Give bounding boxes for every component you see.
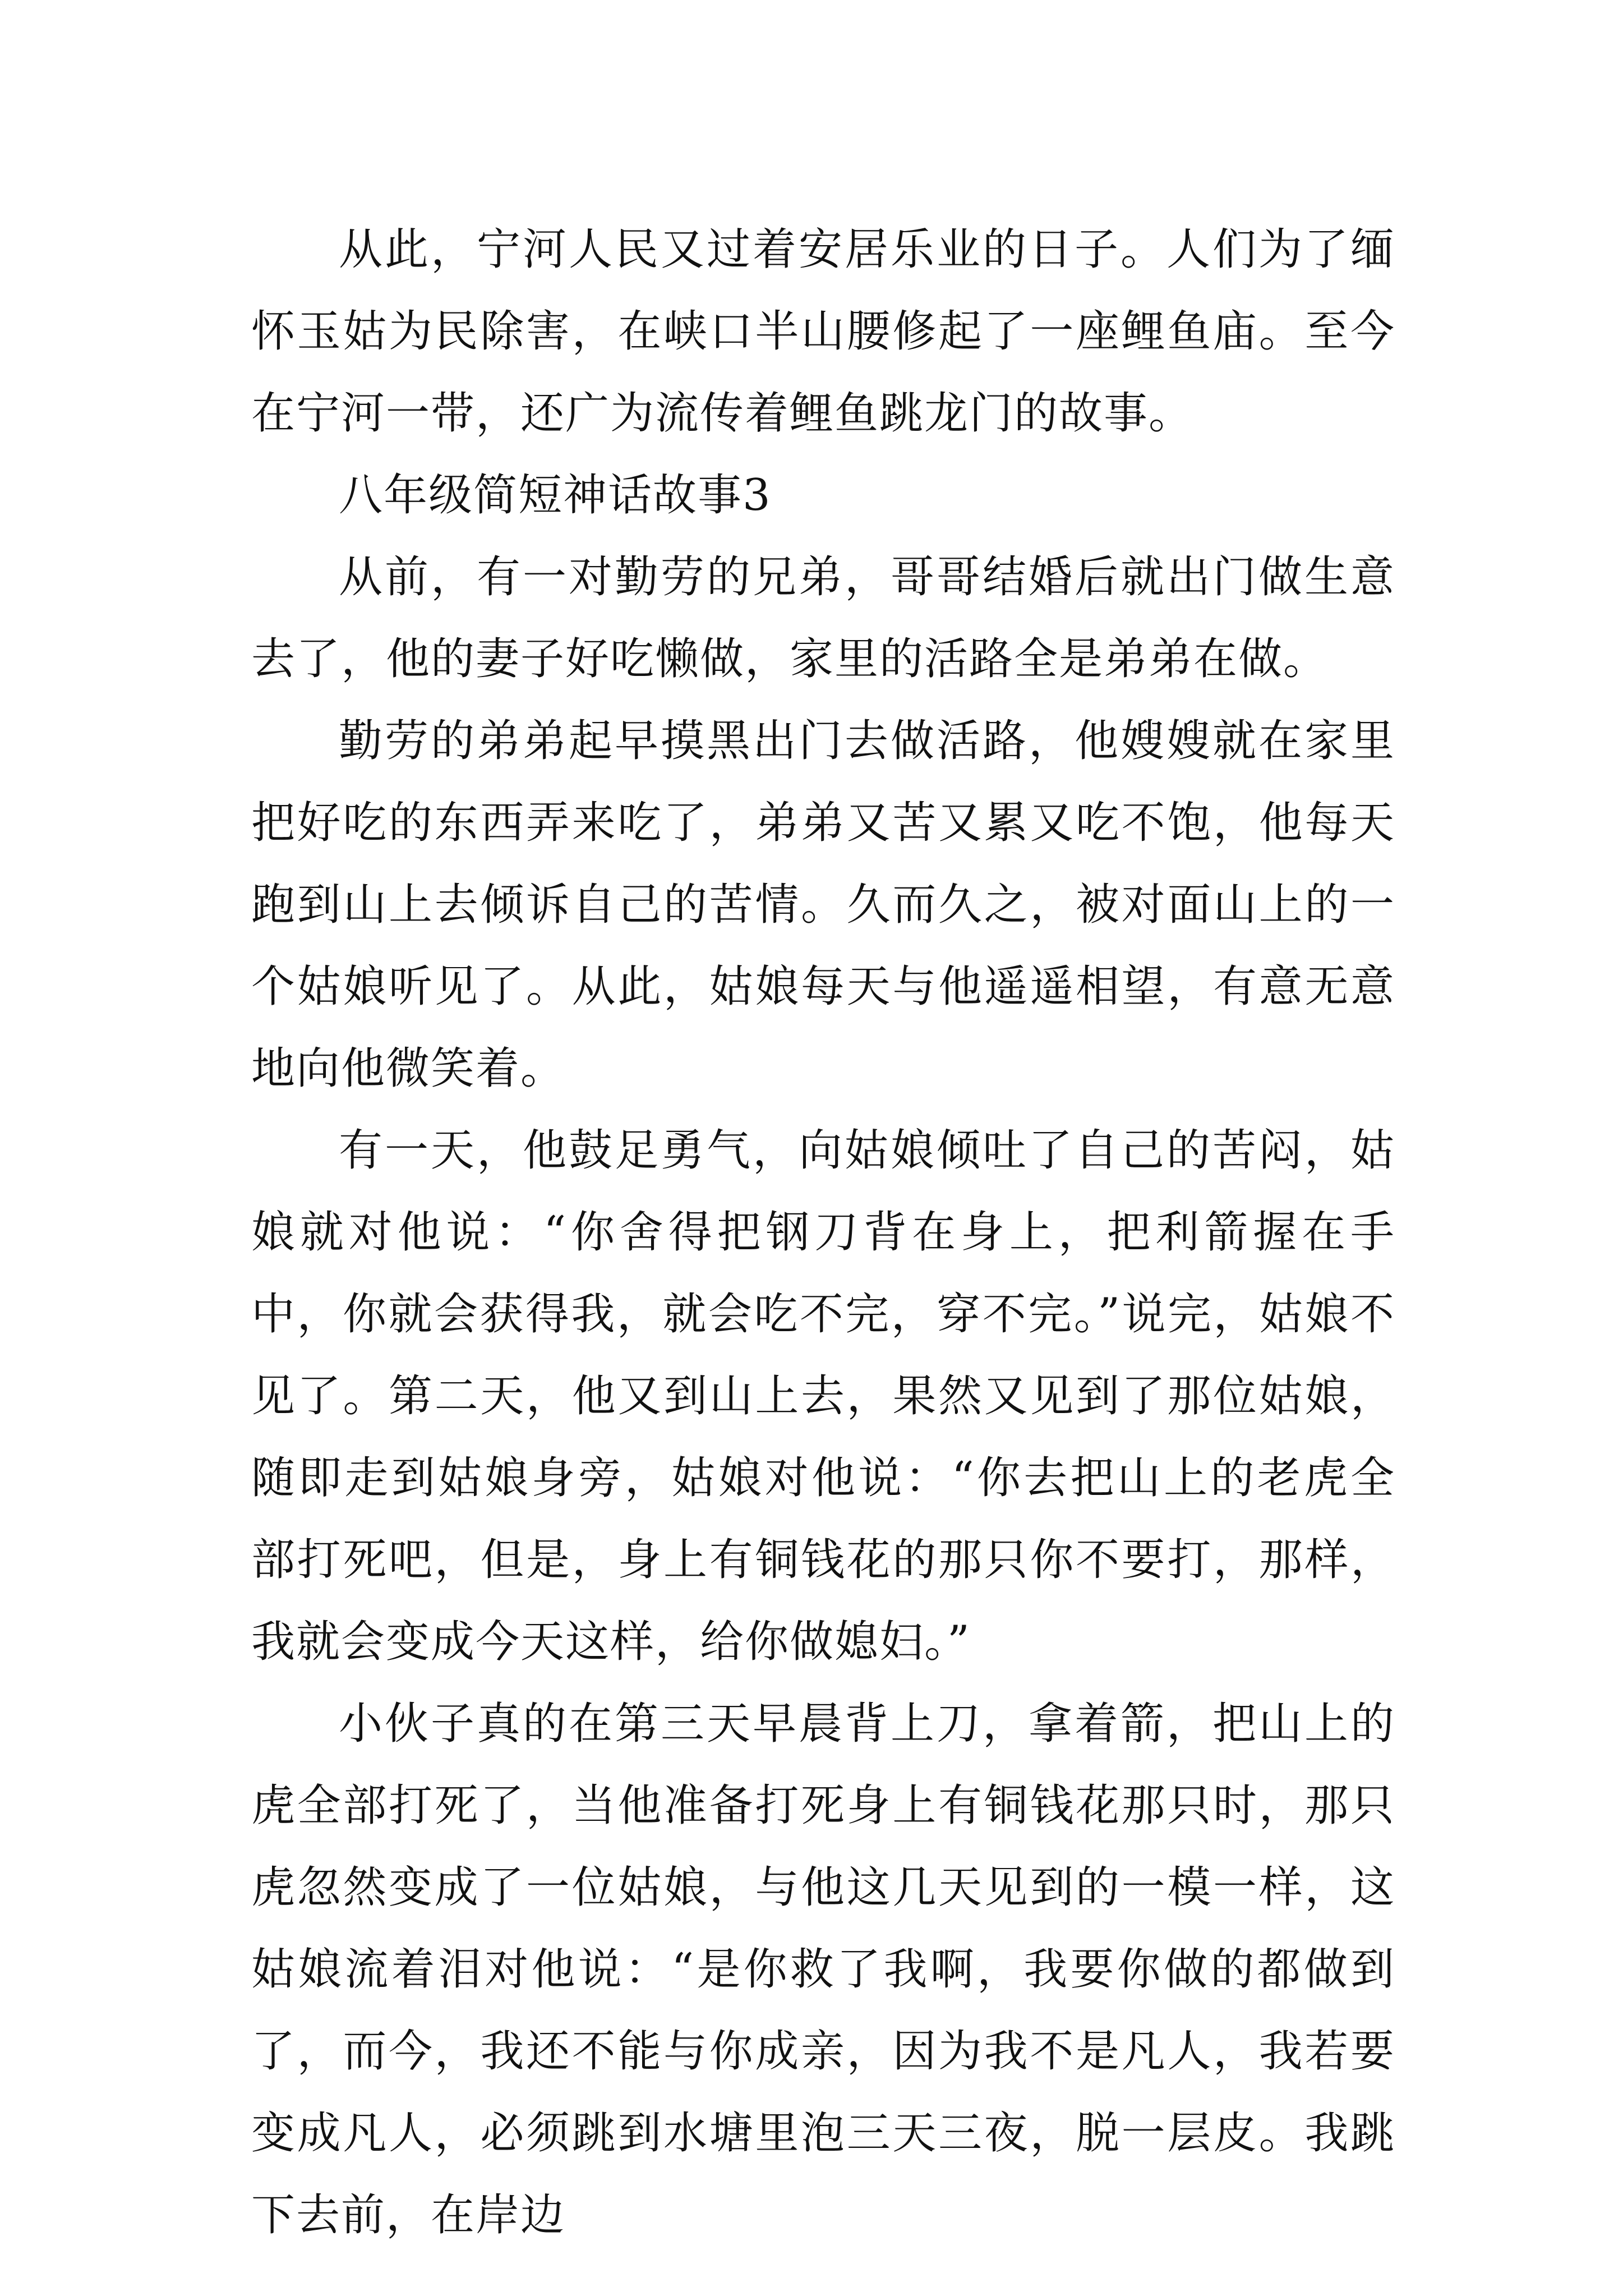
document-body bbox=[251, 209, 1395, 2256]
paragraph-4: 有一天，他鼓足勇气，向姑娘倾吐了自己的苦闷，姑娘就对他说：“你舍得把钢刀背在身上，把利箭握在手中，你就会获得我，就会吃不完，穿不完。”说完，姑娘不见了。第二天，他又到山上去，果然又见到了那位姑娘，随即走到姑娘身旁，姑娘对他说：“你去把山上的老虎全部打死吧，但是，身上有铜钱花的那只你不要打，那样，我就会变成今天这样，给你做媳妇。” bbox=[251, 1125, 1395, 1667]
paragraph-5: 小伙子真的在第三天早晨背上刀，拿着箭，把山上的虎全部打死了，当他准备打死身上有铜钱花那只时，那只虎忽然变成了一位姑娘，与他这几天见到的一模一样，这姑娘流着泪对他说：“是你救了我啊，我要你做的都做到了，而今，我还不能与你成亲，因为我不是凡人，我若要变成凡人，必须跳到水塘里泡三天三夜，脱一层皮。我跳下去前，在岸边 bbox=[251, 1699, 1395, 2240]
paragraph-1: 从此，宁河人民又过着安居乐业的日子。人们为了缅怀玉姑为民除害，在峡口半山腰修起了一座鲤鱼庙。至今在宁河一带，还广为流传着鲤鱼跳龙门的故事。 bbox=[251, 224, 1395, 439]
section-heading: 八年级简短神话故事3 bbox=[339, 470, 772, 521]
paragraph-2: 从前，有一对勤劳的兄弟，哥哥结婚后就出门做生意去了，他的妻子好吃懒做，家里的活路全是弟弟在做。 bbox=[251, 552, 1395, 684]
paragraph-3: 勤劳的弟弟起早摸黑出门去做活路，他嫂嫂就在家里把好吃的东西弄来吃了，弟弟又苦又累又吃不饱，他每天跑到山上去倾诉自己的苦情。久而久之，被对面山上的一个姑娘听见了。从此，姑娘每天与他遥遥相望，有意无意地向他微笑着。 bbox=[251, 716, 1395, 1094]
